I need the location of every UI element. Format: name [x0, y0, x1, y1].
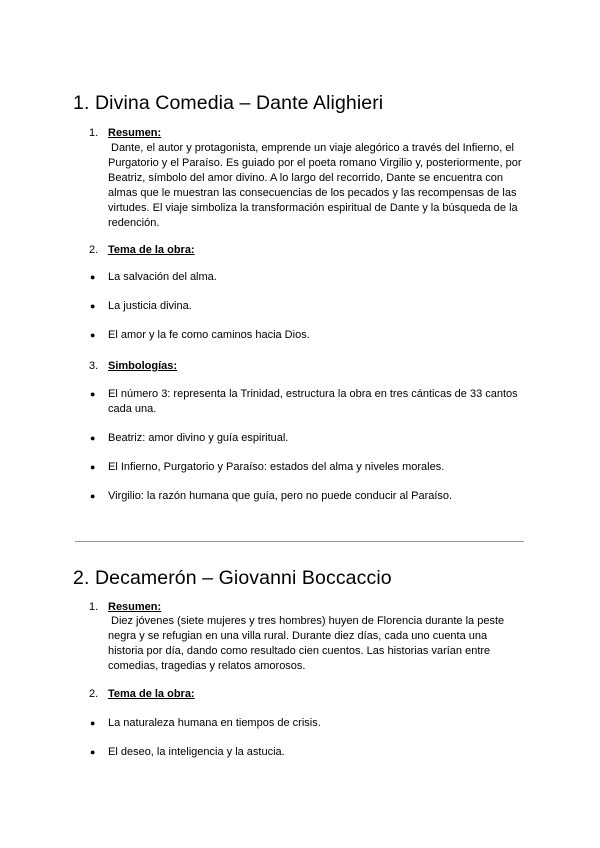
s1-resumen-text: Dante, el autor y protagonista, emprende un viaje alegórico a través del Infierno, el Purgatorio y el Paraíso. Es guiado por el poeta romano Virgilio y, posteriormente, por Beatriz, símbolo del amor divino. A lo largo del recorrido, Dante se encuentra con almas que le muestran las consecuencias de los pecados y las recompensas de las virtudes. El viaje simboliza la transformación espiritual de Dante y la búsqueda de la redención.: [108, 142, 522, 229]
s1-simbologia-item: El Infierno, Purgatorio y Paraíso: estados del alma y niveles morales.: [108, 461, 445, 473]
s1-simbologia-item: El número 3: representa la Trinidad, estructura la obra en tres cánticas de 33 cantos cada una.: [108, 388, 518, 415]
s2-resumen-number: 1.: [89, 601, 99, 613]
s1-resumen-label: Resumen:: [108, 127, 162, 139]
bullet-icon: ●: [90, 389, 96, 399]
bullet-icon: ●: [90, 272, 96, 282]
bullet-icon: ●: [90, 330, 96, 340]
bullet-icon: ●: [90, 462, 96, 472]
s2-resumen-label: Resumen:: [108, 601, 162, 613]
s2-tema-item: La naturaleza humana en tiempos de crisis.: [108, 717, 321, 729]
s1-tema-label: Tema de la obra:: [108, 244, 195, 256]
s1-tema-item: La justicia divina.: [108, 300, 192, 312]
s2-tema-number: 2.: [89, 688, 99, 700]
s1-simbologias-label: Simbologías:: [108, 360, 178, 372]
bullet-icon: ●: [90, 433, 96, 443]
s1-resumen-number: 1.: [89, 127, 99, 139]
section-2-title: 2. Decamerón – Giovanni Boccaccio: [73, 567, 392, 589]
s1-simbologia-item: Virgilio: la razón humana que guía, pero no puede conducir al Paraíso.: [108, 490, 453, 502]
bullet-icon: ●: [90, 491, 96, 501]
s1-simbologia-item: Beatriz: amor divino y guía espiritual.: [108, 432, 289, 444]
s2-tema-label: Tema de la obra:: [108, 688, 195, 700]
bullet-icon: ●: [90, 718, 96, 728]
s2-resumen-text: Diez jóvenes (siete mujeres y tres hombres) huyen de Florencia durante la peste negra y se refugian en una villa rural. Durante diez días, cada uno cuenta una historia por día, dando como resultado cien cuentos. Las historias varían entre comedias, tragedias y relatos amorosos.: [108, 615, 505, 672]
section-1-title: 1. Divina Comedia – Dante Alighieri: [73, 92, 384, 114]
bullet-icon: ●: [90, 747, 96, 757]
section-divider: [75, 541, 524, 542]
s2-tema-item: El deseo, la inteligencia y la astucia.: [108, 746, 285, 758]
bullet-icon: ●: [90, 301, 96, 311]
s1-simbologias-number: 3.: [89, 360, 99, 372]
s1-tema-number: 2.: [89, 244, 99, 256]
s1-tema-item: La salvación del alma.: [108, 271, 217, 283]
s1-tema-item: El amor y la fe como caminos hacia Dios.: [108, 329, 310, 341]
